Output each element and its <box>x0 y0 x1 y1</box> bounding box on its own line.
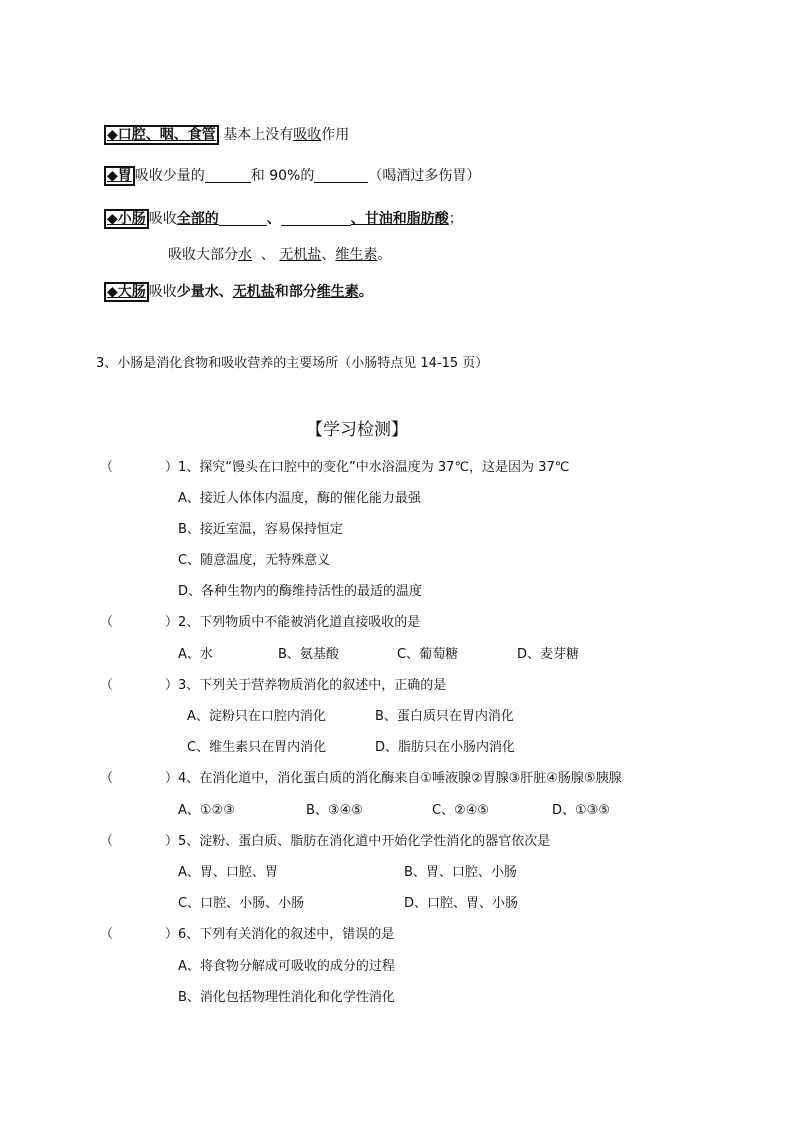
blank-4 <box>281 211 351 226</box>
absorb-text: 吸收大部分 <box>168 247 238 263</box>
blank-3 <box>219 211 267 226</box>
question-stem: 3、下列关于营养物质消化的叙述中，正确的是 <box>178 678 447 693</box>
absorb-line-2 <box>104 165 480 185</box>
absorb-underlined: 无机盐 <box>279 247 322 263</box>
absorb-text: （喝酒过多伤胃） <box>368 168 481 184</box>
option-b[interactable]: B、③④⑤ <box>306 803 363 818</box>
option-a[interactable]: A、接近人体体内温度，酶的催化能力最强 <box>178 491 421 506</box>
absorb-underlined: 无机盐 <box>232 284 275 300</box>
absorb-bold: 、 <box>266 211 281 227</box>
answer-paren[interactable] <box>100 460 178 475</box>
absorb-text: 吸收少量的 <box>134 168 205 184</box>
question-2 <box>100 611 420 630</box>
paren-open: （ <box>100 678 114 693</box>
paren-open: （ <box>100 615 114 630</box>
absorb-bold: 少量水、 <box>176 284 233 300</box>
blank-1 <box>205 168 251 183</box>
absorb-line-3 <box>104 208 463 228</box>
option-a[interactable]: A、胃、口腔、胃 <box>178 865 278 880</box>
mouth-throat-esophagus-label: ◆口腔、咽、食管 <box>104 125 219 145</box>
absorb-text: 和 90%的 <box>250 168 315 184</box>
option-b[interactable]: B、接近室温，容易保持恒定 <box>178 522 343 537</box>
question-stem: 4、在消化道中，消化蛋白质的消化酶来自①唾液腺②胃腺③肝脏④肠腺⑤胰腺 <box>178 771 622 786</box>
option-c[interactable]: C、随意温度，无特殊意义 <box>178 553 331 568</box>
answer-paren[interactable] <box>100 615 178 630</box>
absorb-line-4 <box>168 244 391 264</box>
option-d[interactable]: D、各种生物内的酶维持活性的最适的温度 <box>178 584 423 599</box>
question-stem: 5、淀粉、蛋白质、脂肪在消化道中开始化学性消化的器官依次是 <box>178 834 551 849</box>
paren-open: （ <box>100 927 114 942</box>
paren-close: ） <box>165 834 179 849</box>
absorb-underlined: 维生素 <box>316 284 359 300</box>
absorb-text: 。 <box>358 284 373 300</box>
stomach-label: ◆胃 <box>104 166 135 186</box>
question-5 <box>100 830 550 849</box>
option-a[interactable]: A、淀粉只在口腔内消化 <box>187 709 326 724</box>
absorb-text: 作用 <box>321 127 350 143</box>
question-stem: 2、下列物质中不能被消化道直接吸收的是 <box>178 615 421 630</box>
option-c[interactable]: C、葡萄糖 <box>397 647 459 662</box>
absorb-line-5 <box>104 281 373 301</box>
absorb-text: 吸收 <box>148 284 177 300</box>
option-d[interactable]: D、①③⑤ <box>552 803 610 818</box>
absorb-bold: 和部分 <box>274 284 317 300</box>
absorb-underlined: 水 <box>238 247 252 263</box>
absorb-bold: 、甘油和脂肪酸 <box>350 211 449 227</box>
question-1 <box>100 456 569 475</box>
paren-open: （ <box>100 834 114 849</box>
option-d[interactable]: D、口腔、胃、小肠 <box>404 896 519 911</box>
question-3 <box>100 674 446 693</box>
absorb-bold: 全部的 <box>176 211 219 227</box>
option-b[interactable]: B、蛋白质只在胃内消化 <box>375 709 514 724</box>
paren-open: （ <box>100 460 114 475</box>
option-d[interactable]: D、脂肪只在小肠内消化 <box>375 740 516 755</box>
question-6 <box>100 923 394 942</box>
small-intestine-label: ◆小肠 <box>104 209 149 229</box>
absorb-text: ； <box>448 211 463 227</box>
absorb-text: 基本上没有 <box>223 127 294 143</box>
question-4 <box>100 767 622 786</box>
paren-open: （ <box>100 771 114 786</box>
option-c[interactable]: C、口腔、小肠、小肠 <box>178 896 305 911</box>
answer-paren[interactable] <box>100 834 178 849</box>
option-b[interactable]: B、氨基酸 <box>278 647 339 662</box>
paren-close: ） <box>165 678 179 693</box>
absorb-line-1 <box>104 124 349 144</box>
paren-close: ） <box>165 927 179 942</box>
question-stem: 1、探究“馒头在口腔中的变化”中水浴温度为 37℃，这是因为 37℃ <box>178 460 570 475</box>
absorb-text: 。 <box>377 247 392 263</box>
section-title: 【学习检测】 <box>306 420 408 440</box>
option-d[interactable]: D、麦芽糖 <box>517 647 580 662</box>
absorb-underlined: 维生素 <box>335 247 378 263</box>
paren-close: ） <box>165 460 179 475</box>
absorb-text: 吸收 <box>148 211 177 227</box>
paren-close: ） <box>165 615 179 630</box>
option-c[interactable]: C、②④⑤ <box>432 803 490 818</box>
note-small-intestine: 3、小肠是消化食物和吸收营养的主要场所（小肠特点见 14-15 页） <box>96 356 489 371</box>
absorb-underlined: 吸收 <box>293 127 322 143</box>
large-intestine-label: ◆大肠 <box>104 282 149 302</box>
option-b[interactable]: B、消化包括物理性消化和化学性消化 <box>178 990 395 1005</box>
option-b[interactable]: B、胃、口腔、小肠 <box>404 865 517 880</box>
question-stem: 6、下列有关消化的叙述中，错误的是 <box>178 927 395 942</box>
paren-close: ） <box>165 771 179 786</box>
answer-paren[interactable] <box>100 771 178 786</box>
answer-paren[interactable] <box>100 678 178 693</box>
blank-2 <box>314 168 368 183</box>
absorb-text: 、 <box>321 247 336 263</box>
answer-paren[interactable] <box>100 927 178 942</box>
option-a[interactable]: A、将食物分解成可吸收的成分的过程 <box>178 959 395 974</box>
option-a[interactable]: A、①②③ <box>178 803 235 818</box>
option-a[interactable]: A、水 <box>178 647 213 662</box>
absorb-text: 、 <box>260 247 275 263</box>
option-c[interactable]: C、维生素只在胃内消化 <box>187 740 327 755</box>
